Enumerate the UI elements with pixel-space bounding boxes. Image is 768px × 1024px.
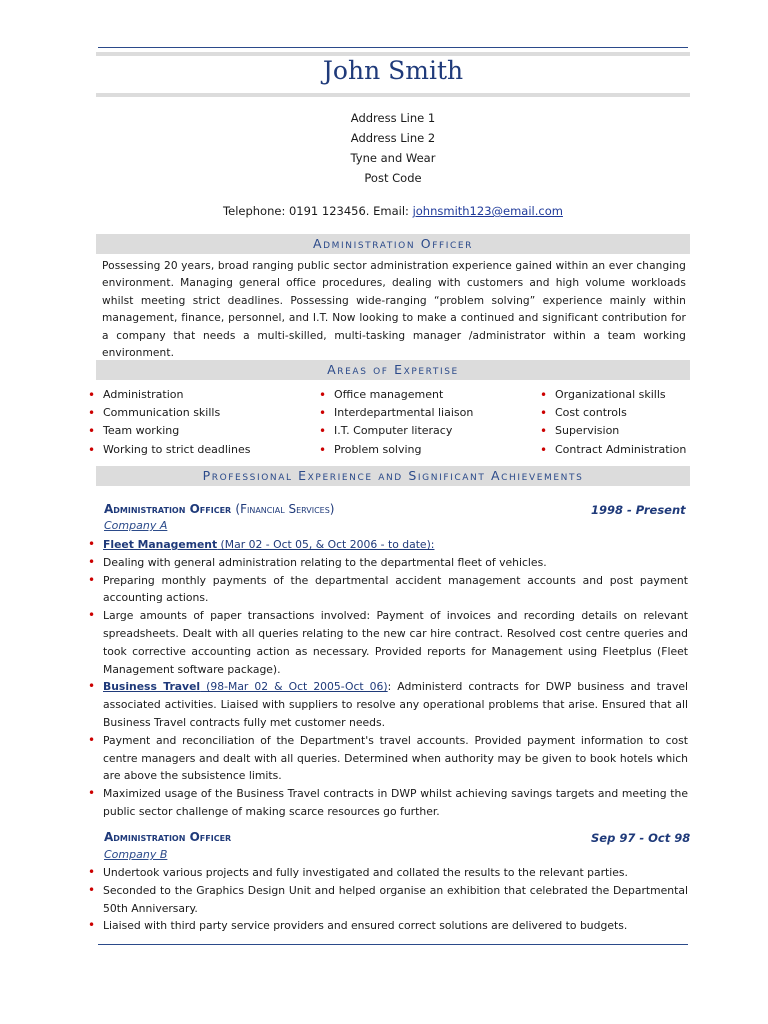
list-item: • Preparing monthly payments of the departmental accident management accounts and post payment accounting actions. (88, 572, 688, 608)
list-item: • Contract Administration (540, 441, 686, 459)
job-1-title (104, 502, 335, 516)
list-item: • I.T. Computer literacy (319, 422, 473, 440)
bullet-lead: Fleet Management (103, 538, 218, 551)
address-city: Tyne and Wear (350, 151, 436, 165)
list-item: • Team working (88, 422, 250, 440)
list-item: • Supervision (540, 422, 686, 440)
job-2-bullets (88, 864, 688, 935)
list-item: • Liaised with third party service providers and ensured correct solutions are delivered to budgets. (88, 917, 688, 935)
job-1-company: Company A (104, 519, 168, 532)
address-line-2: Address Line 2 (350, 131, 436, 145)
bullet-lead-dates: (98-Mar 02 & Oct 2005-Oct 06) (200, 680, 388, 694)
list-item: • Communication skills (88, 404, 250, 422)
list-item: • Large amounts of paper transactions involved: Payment of invoices and recording details on relevant spreadsheets. Dealt with all queries relating to the new car hire contract. Resolved cost centre queries and took corrective accounting action as necessary. Provided reports for Management using Fleetplus (Fleet Management software package). (88, 607, 688, 678)
bullet-lead: Business Travel (103, 680, 201, 694)
list-item: • Cost controls (540, 404, 686, 422)
job-2-title (104, 830, 231, 844)
candidate-name: John Smith (322, 56, 464, 85)
address-postcode: Post Code (364, 171, 422, 185)
experience-heading: Professional Experience and Significant Achievements (96, 466, 690, 486)
contact-line (96, 204, 690, 218)
job-title-text: Administration Officer (104, 502, 232, 516)
job-1-bullets (88, 536, 688, 821)
headline-bar: Administration Officer (96, 234, 690, 254)
expertise-column-3 (540, 386, 686, 459)
top-rule (98, 47, 688, 48)
list-item: • Dealing with general administration relating to the departmental fleet of vehicles. (88, 554, 688, 572)
list-item: • Undertook various projects and fully investigated and collated the results to the relevant parties. (88, 864, 688, 882)
bottom-rule (98, 944, 688, 945)
job-2-company: Company B (104, 848, 168, 861)
expertise-column-2 (319, 386, 473, 459)
list-item: • Payment and reconciliation of the Department's travel accounts. Provided payment information to cost centre managers and dealt with all queries. Determined when authority may be given to book hotels which are above the subsistence limits. (88, 732, 688, 785)
telephone-text: Telephone: 0191 123456. Email: (223, 204, 413, 218)
list-item: • Organizational skills (540, 386, 686, 404)
header-bar-bottom (96, 93, 690, 97)
list-item: • Administration (88, 386, 250, 404)
profile-summary: Possessing 20 years, broad ranging public sector administration experience gained within an ever changing environment. Managing general office procedures, dealing with customers and high volume workloads whilst meeting strict deadlines. Possessing wide-ranging “problem solving” experience mainly within management, finance, personnel, and I.T. Now looking to make a continued and significant contribution for a company that needs a multi-skilled, multi-tasking manager /administrator within a team working environment. (102, 260, 686, 360)
expertise-heading: Areas of Expertise (96, 360, 690, 380)
list-item: • Interdepartmental liaison (319, 404, 473, 422)
list-item (88, 678, 688, 731)
email-link[interactable]: johnsmith123@email.com (412, 204, 563, 218)
job-2-dates: Sep 97 - Oct 98 (591, 831, 691, 845)
list-item: • Office management (319, 386, 473, 404)
address-block (96, 108, 690, 188)
expertise-column-1 (88, 386, 250, 459)
list-item: • Problem solving (319, 441, 473, 459)
job-1-dates: 1998 - Present (591, 503, 686, 517)
list-item: • Working to strict deadlines (88, 441, 250, 459)
job-subtitle: (Financial Services) (235, 502, 335, 516)
address-line-1: Address Line 1 (350, 111, 436, 125)
bullet-text: : Administerd contracts for DWP business and travel associated activities. Liaised with suppliers to resolve any operational problems that arise. Ensured that all Business Travel contracts fully met customer needs. (103, 680, 688, 729)
bullet-lead-dates: (Mar 02 - Oct 05, & Oct 2006 - to date): (217, 538, 435, 551)
list-item: • Seconded to the Graphics Design Unit and helped organise an exhibition that celebrated the Departmental 50th Anniversary. (88, 882, 688, 918)
list-item (88, 536, 688, 554)
list-item: • Maximized usage of the Business Travel contracts in DWP whilst achieving savings targets and meeting the public sector challenge of making scarce resources go further. (88, 785, 688, 821)
job-title-text: Administration Officer (104, 830, 232, 844)
